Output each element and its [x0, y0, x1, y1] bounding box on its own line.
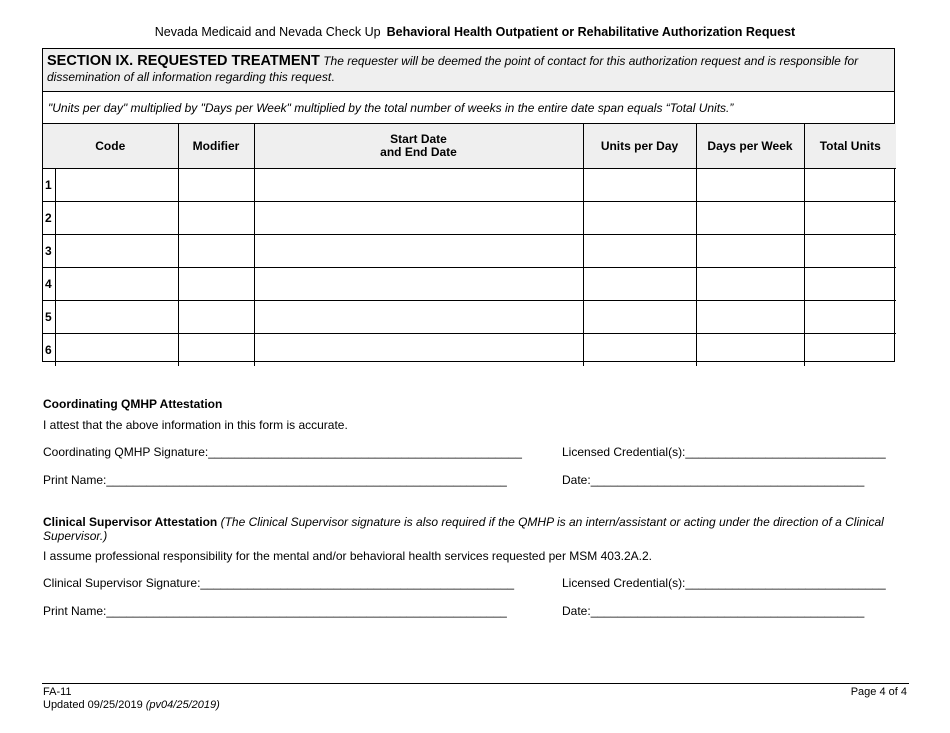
col-header-total-units: Total Units	[804, 124, 896, 169]
section-note: The requester will be deemed the point of contact for this authorization request and is responsible for	[323, 54, 859, 68]
dates-cell[interactable]	[254, 268, 583, 301]
supervisor-print-name-label: Print Name:	[43, 604, 107, 618]
dates-cell[interactable]	[254, 301, 583, 334]
days-per-week-cell[interactable]	[696, 202, 804, 235]
section-note-end: .	[331, 70, 335, 84]
qmhp-signature-line[interactable]: _______________________________________________	[208, 445, 522, 459]
modifier-cell[interactable]	[178, 235, 254, 268]
qmhp-credential-field[interactable]	[562, 445, 886, 459]
row-number: 4	[43, 268, 55, 301]
supervisor-print-name-line[interactable]: ____________________________________________________________	[106, 604, 507, 618]
table-row	[43, 334, 896, 367]
col-header-modifier: Modifier	[178, 124, 254, 169]
units-per-day-cell[interactable]	[583, 235, 696, 268]
code-cell[interactable]	[55, 235, 178, 268]
units-per-day-cell[interactable]	[583, 202, 696, 235]
qmhp-signature-label: Coordinating QMHP Signature:	[43, 445, 209, 459]
qmhp-signature-field[interactable]	[43, 445, 522, 459]
updated-date: Updated 09/25/2019	[43, 699, 143, 711]
days-per-week-cell[interactable]	[696, 334, 804, 367]
supervisor-attestation-heading	[43, 515, 893, 543]
units-per-day-cell[interactable]	[583, 268, 696, 301]
units-per-day-cell[interactable]	[583, 169, 696, 202]
version-date: (pv04/25/2019)	[145, 699, 220, 711]
page-header	[0, 25, 950, 39]
units-per-day-cell[interactable]	[583, 334, 696, 367]
table-row	[43, 169, 896, 202]
supervisor-signature-label: Clinical Supervisor Signature:	[43, 576, 201, 590]
supervisor-credential-label: Licensed Credential(s):	[562, 576, 686, 590]
row-number: 1	[45, 178, 52, 192]
modifier-cell[interactable]	[178, 334, 254, 367]
units-formula: "Units per day" multiplied by "Days per Week" multiplied by the total number of weeks in the entire date span equals “Total Units.”	[43, 92, 894, 124]
section-note-cont: dissemination of all information regarding this request	[47, 70, 332, 84]
table-row	[43, 202, 896, 235]
requested-treatment-section	[42, 48, 895, 362]
qmhp-print-name-label: Print Name:	[43, 473, 107, 487]
program-name: Nevada Medicaid and Nevada Check Up	[154, 25, 381, 39]
total-units-cell[interactable]	[804, 301, 896, 334]
days-per-week-cell[interactable]	[696, 301, 804, 334]
dates-cell[interactable]	[254, 169, 583, 202]
code-cell[interactable]	[55, 202, 178, 235]
total-units-cell[interactable]	[804, 235, 896, 268]
col-header-units-per-day: Units per Day	[583, 124, 696, 169]
code-cell[interactable]	[55, 169, 178, 202]
qmhp-date-field[interactable]	[562, 473, 864, 487]
qmhp-date-label: Date:	[562, 473, 591, 487]
footer-form-info	[43, 686, 220, 712]
qmhp-attestation-title: Coordinating QMHP Attestation	[43, 397, 223, 411]
form-title: Behavioral Health Outpatient or Rehabilitative Authorization Request	[386, 25, 796, 39]
col-header-days-per-week: Days per Week	[696, 124, 804, 169]
qmhp-statement: I attest that the above information in this form is accurate.	[43, 418, 348, 432]
qmhp-print-name-field[interactable]	[43, 473, 507, 487]
page-number: Page 4 of 4	[850, 686, 907, 698]
days-per-week-cell[interactable]	[696, 268, 804, 301]
row-number: 2	[43, 202, 55, 235]
supervisor-note-cont: Supervisor.)	[43, 529, 108, 543]
col-header-dates-line1: Start Date	[390, 132, 447, 146]
dates-cell[interactable]	[254, 334, 583, 367]
table-row	[43, 235, 896, 268]
col-header-dates	[254, 124, 583, 169]
modifier-cell[interactable]	[178, 301, 254, 334]
modifier-cell[interactable]	[178, 202, 254, 235]
col-header-code: Code	[43, 124, 178, 169]
treatment-table	[43, 124, 896, 366]
days-per-week-cell[interactable]	[696, 169, 804, 202]
supervisor-credential-field[interactable]	[562, 576, 886, 590]
supervisor-signature-field[interactable]	[43, 576, 514, 590]
section-title: SECTION IX. REQUESTED TREATMENT	[47, 53, 320, 69]
supervisor-credential-line[interactable]: ______________________________	[685, 576, 886, 590]
section-header	[43, 49, 894, 92]
table-row	[43, 301, 896, 334]
supervisor-signature-line[interactable]: _______________________________________________	[200, 576, 515, 590]
total-units-cell[interactable]	[804, 169, 896, 202]
total-units-cell[interactable]	[804, 202, 896, 235]
units-per-day-cell[interactable]	[583, 301, 696, 334]
qmhp-print-name-line[interactable]: ____________________________________________________________	[106, 473, 507, 487]
dates-cell[interactable]	[254, 235, 583, 268]
row-number: 5	[43, 301, 55, 334]
dates-cell[interactable]	[254, 202, 583, 235]
code-cell[interactable]	[55, 334, 178, 367]
updated-info	[43, 699, 220, 712]
code-cell[interactable]	[55, 268, 178, 301]
col-header-dates-line2: and End Date	[380, 145, 457, 159]
qmhp-credential-line[interactable]: ______________________________	[685, 445, 886, 459]
row-number: 6	[43, 334, 55, 367]
supervisor-date-line[interactable]: _________________________________________	[590, 604, 865, 618]
supervisor-attestation-title: Clinical Supervisor Attestation	[43, 515, 218, 529]
form-id: FA-11	[43, 686, 72, 698]
modifier-cell[interactable]	[178, 268, 254, 301]
code-cell[interactable]	[55, 301, 178, 334]
supervisor-statement: I assume professional responsibility for the mental and/or behavioral health services requested per MSM 403.2A.2.	[43, 549, 652, 563]
qmhp-date-line[interactable]: _________________________________________	[590, 473, 865, 487]
days-per-week-cell[interactable]	[696, 235, 804, 268]
supervisor-date-field[interactable]	[562, 604, 864, 618]
total-units-cell[interactable]	[804, 268, 896, 301]
row-number: 3	[43, 235, 55, 268]
table-row	[43, 268, 896, 301]
supervisor-date-label: Date:	[562, 604, 591, 618]
table-header-row	[43, 124, 896, 169]
total-units-cell[interactable]	[804, 334, 896, 367]
supervisor-note: (The Clinical Supervisor signature is also required if the QMHP is an intern/assistant or acting under the direction of a Clinical	[220, 515, 884, 529]
modifier-cell[interactable]	[178, 169, 254, 202]
supervisor-print-name-field[interactable]	[43, 604, 507, 618]
footer-divider	[42, 683, 909, 684]
qmhp-credential-label: Licensed Credential(s):	[562, 445, 686, 459]
